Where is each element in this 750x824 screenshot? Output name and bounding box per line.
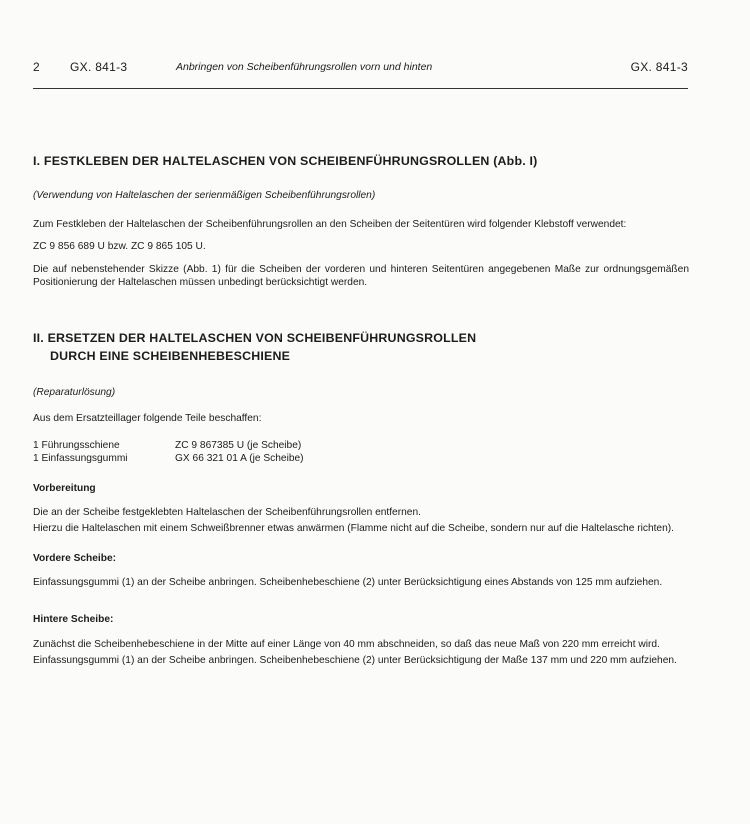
parts-list — [33, 439, 689, 465]
page-number: 2 — [33, 60, 40, 74]
part-number: GX 66 321 01 A (je Scheibe) — [175, 452, 304, 464]
section2-heading-line1: II. ERSETZEN DER HALTELASCHEN VON SCHEIBENFÜHRUNGSROLLEN — [33, 330, 477, 345]
section1-heading: I. FESTKLEBEN DER HALTELASCHEN VON SCHEIBENFÜHRUNGSROLLEN (Abb. I) — [33, 154, 538, 168]
vordere-scheibe-heading: Vordere Scheibe: — [33, 553, 117, 564]
vorbereitung-paragraph-remove: Die an der Scheibe festgeklebten Haltelaschen der Scheibenführungsrollen entfernen. — [33, 507, 421, 518]
document-number-left: GX. 841-3 — [70, 60, 128, 74]
parts-list-item — [33, 452, 689, 465]
section2-heading — [33, 329, 689, 365]
document-body — [33, 152, 689, 668]
hintere-scheibe-paragraph-mount: Einfassungsgummi (1) an der Scheibe anbringen. Scheibenhebeschiene (2) unter Berücksichtigung der Maße 137 mm und 220 mm aufziehen. — [33, 655, 677, 666]
section1-adhesive-numbers: ZC 9 856 689 U bzw. ZC 9 865 105 U. — [33, 241, 206, 252]
header-title: Anbringen von Scheibenführungsrollen vorn und hinten — [176, 61, 433, 73]
document-number-right: GX. 841-3 — [630, 60, 688, 74]
vorbereitung-paragraph-heat: Hierzu die Haltelaschen mit einem Schweißbrenner etwas anwärmen (Flamme nicht auf die Scheibe, sondern nur auf die Haltelasche richten). — [33, 522, 674, 534]
section1-note: (Verwendung von Haltelaschen der serienmäßigen Scheibenführungsrollen) — [33, 190, 376, 201]
section2-heading-line2: DURCH EINE SCHEIBENHEBESCHIENE — [50, 348, 291, 363]
section2-note: (Reparaturlösung) — [33, 386, 116, 398]
section2-intro: Aus dem Ersatzteillager folgende Teile beschaffen: — [33, 413, 262, 424]
part-name: 1 Führungsschiene — [33, 439, 120, 451]
parts-list-item — [33, 439, 689, 452]
page-header — [33, 60, 688, 76]
section1-paragraph-dimensions: Die auf nebenstehender Skizze (Abb. 1) für die Scheiben der vorderen und hinteren Seitentüren angegebenen Maße zur ordnungsgemäßen Positionierung der Haltelaschen müssen unbedingt berücksichtigt werden. — [33, 263, 689, 288]
hintere-scheibe-paragraph-cut: Zunächst die Scheibenhebeschiene in der Mitte auf einer Länge von 40 mm abschneiden, so daß das neue Maß von 220 mm erreicht wird. — [33, 638, 660, 650]
header-divider — [33, 88, 688, 89]
vorbereitung-heading: Vorbereitung — [33, 482, 96, 494]
part-name: 1 Einfassungsgummi — [33, 452, 128, 464]
part-number: ZC 9 867385 U (je Scheibe) — [175, 439, 302, 451]
hintere-scheibe-heading: Hintere Scheibe: — [33, 614, 114, 625]
section1-paragraph-adhesive: Zum Festkleben der Haltelaschen der Scheibenführungsrollen an den Scheiben der Seitentüren wird folgender Klebstoff verwendet: — [33, 218, 627, 230]
vordere-scheibe-paragraph: Einfassungsgummi (1) an der Scheibe anbringen. Scheibenhebeschiene (2) unter Berücksichtigung eines Abstands von 125 mm aufziehen. — [33, 576, 663, 588]
